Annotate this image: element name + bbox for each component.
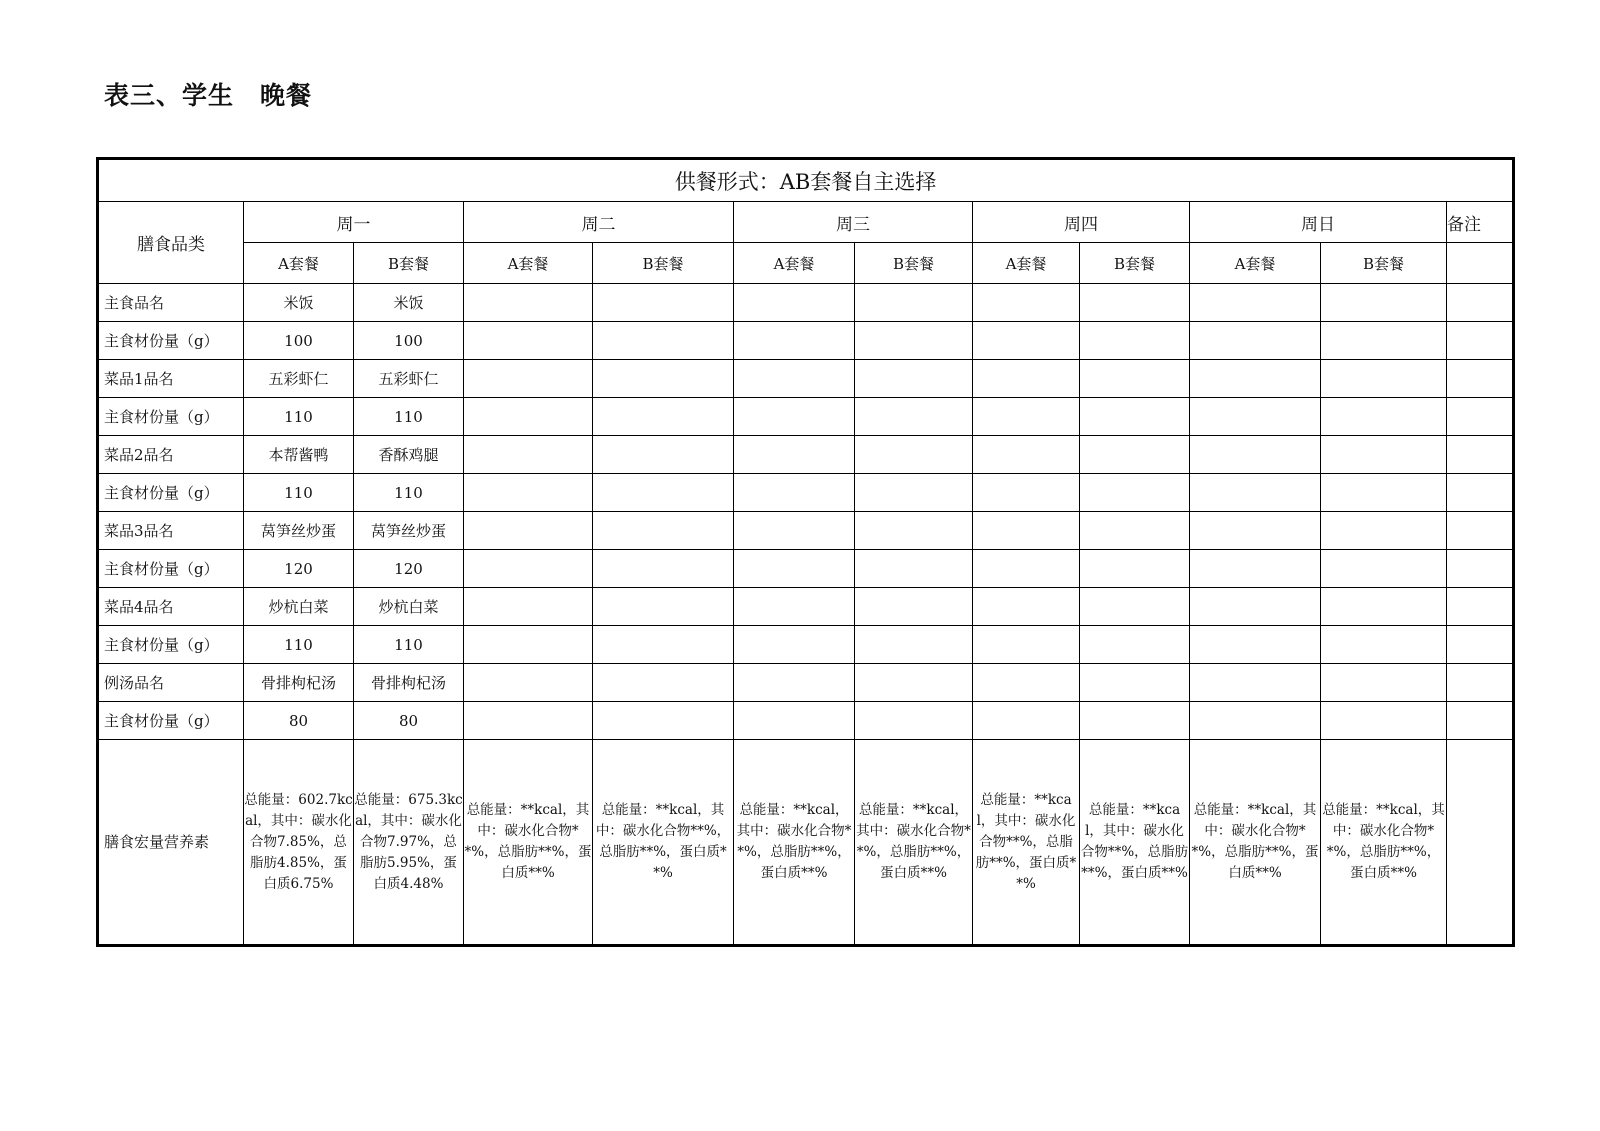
- day-header-wed: 周三: [734, 202, 973, 243]
- empty-cell: [1080, 398, 1190, 436]
- document-title: 表三、学生 晚餐: [104, 81, 313, 110]
- row-label: 例汤品名: [98, 664, 244, 702]
- category-header: 膳食品类: [98, 202, 244, 284]
- empty-cell: [593, 702, 734, 740]
- empty-cell: [855, 702, 973, 740]
- empty-cell: [1190, 588, 1321, 626]
- set-b-header: B套餐: [1321, 243, 1447, 284]
- empty-cell: [855, 474, 973, 512]
- item-qty-row: [98, 322, 1514, 360]
- empty-cell: [1447, 474, 1514, 512]
- empty-cell: [464, 512, 593, 550]
- empty-cell: [593, 322, 734, 360]
- set-b-dish: 莴笋丝炒蛋: [354, 512, 464, 550]
- empty-cell: [973, 360, 1080, 398]
- empty-cell: [734, 436, 855, 474]
- set-b-qty: 110: [354, 398, 464, 436]
- day-header-mon: 周一: [244, 202, 464, 243]
- empty-cell: [973, 550, 1080, 588]
- set-b-dish: 香酥鸡腿: [354, 436, 464, 474]
- empty-cell: [973, 512, 1080, 550]
- dinner-menu-table: [96, 157, 1515, 947]
- empty-cell: [593, 664, 734, 702]
- nutrition-cell: 总能量：602.7kcal，其中：碳水化合物7.85%，总脂肪4.85%，蛋白质6.75%: [244, 740, 354, 946]
- empty-cell: [1190, 360, 1321, 398]
- item-qty-row: [98, 702, 1514, 740]
- set-a-qty: 110: [244, 626, 354, 664]
- set-b-header: B套餐: [354, 243, 464, 284]
- empty-cell: [1080, 284, 1190, 322]
- empty-cell: [734, 284, 855, 322]
- set-a-dish: 米饭: [244, 284, 354, 322]
- set-a-dish: 骨排枸杞汤: [244, 664, 354, 702]
- empty-cell: [1321, 436, 1447, 474]
- row-label: 主食材份量（g）: [98, 702, 244, 740]
- set-a-header: A套餐: [464, 243, 593, 284]
- empty-cell: [973, 284, 1080, 322]
- empty-cell: [593, 512, 734, 550]
- empty-cell: [593, 360, 734, 398]
- nutrition-cell: 总能量：**kcal，其中：碳水化合物**%，总脂肪**%，蛋白质**%: [1080, 740, 1190, 946]
- item-qty-row: [98, 626, 1514, 664]
- set-b-dish: 米饭: [354, 284, 464, 322]
- empty-cell: [855, 588, 973, 626]
- item-name-row: [98, 512, 1514, 550]
- empty-cell: [1190, 626, 1321, 664]
- empty-cell: [1321, 284, 1447, 322]
- set-b-qty: 80: [354, 702, 464, 740]
- item-qty-row: [98, 550, 1514, 588]
- set-a-header: A套餐: [734, 243, 855, 284]
- item-name-row: [98, 360, 1514, 398]
- empty-cell: [593, 474, 734, 512]
- empty-cell: [1447, 360, 1514, 398]
- empty-cell: [1080, 360, 1190, 398]
- empty-cell: [1080, 436, 1190, 474]
- empty-cell: [1321, 588, 1447, 626]
- set-b-qty: 100: [354, 322, 464, 360]
- row-label: 菜品4品名: [98, 588, 244, 626]
- nutrition-cell: 总能量：675.3kcal，其中：碳水化合物7.97%，总脂肪5.95%，蛋白质4.48%: [354, 740, 464, 946]
- empty-cell: [734, 702, 855, 740]
- empty-cell: [464, 360, 593, 398]
- nutrition-cell: 总能量：**kcal，其中：碳水化合物**%，总脂肪**%，蛋白质**%: [855, 740, 973, 946]
- nutrition-cell: 总能量：**kcal，其中：碳水化合物**%，总脂肪**%，蛋白质**%: [464, 740, 593, 946]
- set-a-qty: 80: [244, 702, 354, 740]
- empty-cell: [1447, 702, 1514, 740]
- empty-cell: [464, 588, 593, 626]
- serving-form-header: 供餐形式：AB套餐自主选择: [98, 159, 1514, 202]
- empty-cell: [855, 436, 973, 474]
- set-a-qty: 110: [244, 398, 354, 436]
- empty-cell: [464, 626, 593, 664]
- row-label: 菜品1品名: [98, 360, 244, 398]
- empty-cell: [973, 398, 1080, 436]
- empty-cell: [734, 474, 855, 512]
- empty-cell: [1190, 284, 1321, 322]
- empty-cell: [855, 360, 973, 398]
- set-a-header: A套餐: [1190, 243, 1321, 284]
- empty-cell: [734, 550, 855, 588]
- empty-cell: [1321, 702, 1447, 740]
- empty-cell: [1447, 664, 1514, 702]
- empty-cell: [734, 322, 855, 360]
- row-label: 主食材份量（g）: [98, 398, 244, 436]
- nutrition-cell: 总能量：**kcal，其中：碳水化合物**%，总脂肪**%，蛋白质**%: [734, 740, 855, 946]
- empty-cell: [973, 664, 1080, 702]
- empty-cell: [1321, 474, 1447, 512]
- empty-cell: [1447, 322, 1514, 360]
- empty-cell: [593, 398, 734, 436]
- set-a-dish: 炒杭白菜: [244, 588, 354, 626]
- empty-cell: [1190, 702, 1321, 740]
- empty-cell: [734, 588, 855, 626]
- empty-cell: [464, 474, 593, 512]
- nutrition-label: 膳食宏量营养素: [98, 740, 244, 946]
- empty-cell: [973, 436, 1080, 474]
- empty-cell: [1080, 512, 1190, 550]
- empty-cell: [464, 284, 593, 322]
- row-label: 菜品2品名: [98, 436, 244, 474]
- empty-cell: [1080, 322, 1190, 360]
- set-b-dish: 五彩虾仁: [354, 360, 464, 398]
- set-a-dish: 本帮酱鸭: [244, 436, 354, 474]
- empty-cell: [1321, 512, 1447, 550]
- empty-cell: [1190, 322, 1321, 360]
- empty-cell: [734, 398, 855, 436]
- empty-cell: [1080, 664, 1190, 702]
- empty-cell: [593, 588, 734, 626]
- empty-cell: [1080, 550, 1190, 588]
- item-qty-row: [98, 474, 1514, 512]
- remarks-cell: [1447, 740, 1514, 946]
- nutrition-row: [98, 740, 1514, 946]
- empty-cell: [593, 550, 734, 588]
- empty-cell: [855, 398, 973, 436]
- set-a-header: A套餐: [973, 243, 1080, 284]
- empty-cell: [973, 626, 1080, 664]
- empty-cell: [1190, 664, 1321, 702]
- row-label: 主食材份量（g）: [98, 626, 244, 664]
- empty-cell: [1447, 588, 1514, 626]
- row-label: 主食材份量（g）: [98, 550, 244, 588]
- nutrition-cell: 总能量：**kcal，其中：碳水化合物**%，总脂肪**%，蛋白质**%: [593, 740, 734, 946]
- row-label: 主食品名: [98, 284, 244, 322]
- empty-cell: [1080, 626, 1190, 664]
- empty-cell: [855, 550, 973, 588]
- row-label: 主食材份量（g）: [98, 322, 244, 360]
- empty-cell: [1190, 398, 1321, 436]
- set-a-header: A套餐: [244, 243, 354, 284]
- item-name-row: [98, 436, 1514, 474]
- day-header-thu: 周四: [973, 202, 1190, 243]
- set-b-header: B套餐: [1080, 243, 1190, 284]
- set-b-dish: 炒杭白菜: [354, 588, 464, 626]
- empty-cell: [973, 322, 1080, 360]
- empty-cell: [1190, 436, 1321, 474]
- item-name-row: [98, 284, 1514, 322]
- empty-cell: [1080, 474, 1190, 512]
- set-a-qty: 120: [244, 550, 354, 588]
- set-b-dish: 骨排枸杞汤: [354, 664, 464, 702]
- empty-cell: [593, 626, 734, 664]
- empty-cell: [593, 284, 734, 322]
- set-a-dish: 莴笋丝炒蛋: [244, 512, 354, 550]
- empty-cell: [973, 588, 1080, 626]
- set-a-dish: 五彩虾仁: [244, 360, 354, 398]
- row-label: 主食材份量（g）: [98, 474, 244, 512]
- empty-cell: [855, 322, 973, 360]
- empty-cell: [1190, 550, 1321, 588]
- empty-cell: [973, 474, 1080, 512]
- set-b-header: B套餐: [593, 243, 734, 284]
- set-b-header: B套餐: [855, 243, 973, 284]
- empty-cell: [464, 702, 593, 740]
- set-b-qty: 120: [354, 550, 464, 588]
- day-header-sun: 周日: [1190, 202, 1447, 243]
- empty-cell: [1080, 702, 1190, 740]
- empty-cell: [593, 436, 734, 474]
- empty-cell: [1321, 626, 1447, 664]
- remarks-cell: [1447, 243, 1514, 284]
- item-name-row: [98, 664, 1514, 702]
- day-header-tue: 周二: [464, 202, 734, 243]
- empty-cell: [973, 702, 1080, 740]
- empty-cell: [734, 512, 855, 550]
- empty-cell: [1190, 512, 1321, 550]
- empty-cell: [464, 398, 593, 436]
- empty-cell: [1321, 360, 1447, 398]
- empty-cell: [1447, 512, 1514, 550]
- empty-cell: [1447, 626, 1514, 664]
- empty-cell: [464, 664, 593, 702]
- empty-cell: [1447, 398, 1514, 436]
- empty-cell: [464, 322, 593, 360]
- empty-cell: [734, 626, 855, 664]
- empty-cell: [1321, 550, 1447, 588]
- row-label: 菜品3品名: [98, 512, 244, 550]
- set-a-qty: 100: [244, 322, 354, 360]
- empty-cell: [1080, 588, 1190, 626]
- set-b-qty: 110: [354, 626, 464, 664]
- nutrition-cell: 总能量：**kcal，其中：碳水化合物**%，总脂肪**%，蛋白质**%: [1321, 740, 1447, 946]
- empty-cell: [1321, 322, 1447, 360]
- empty-cell: [1447, 284, 1514, 322]
- item-name-row: [98, 588, 1514, 626]
- empty-cell: [1447, 436, 1514, 474]
- set-a-qty: 110: [244, 474, 354, 512]
- remarks-header: 备注: [1447, 202, 1514, 243]
- empty-cell: [855, 626, 973, 664]
- empty-cell: [1321, 398, 1447, 436]
- empty-cell: [855, 284, 973, 322]
- nutrition-cell: 总能量：**kcal，其中：碳水化合物**%，总脂肪**%，蛋白质**%: [973, 740, 1080, 946]
- empty-cell: [1447, 550, 1514, 588]
- empty-cell: [464, 550, 593, 588]
- item-qty-row: [98, 398, 1514, 436]
- nutrition-cell: 总能量：**kcal，其中：碳水化合物**%，总脂肪**%，蛋白质**%: [1190, 740, 1321, 946]
- empty-cell: [464, 436, 593, 474]
- empty-cell: [855, 512, 973, 550]
- empty-cell: [734, 664, 855, 702]
- empty-cell: [1190, 474, 1321, 512]
- empty-cell: [734, 360, 855, 398]
- empty-cell: [1321, 664, 1447, 702]
- set-b-qty: 110: [354, 474, 464, 512]
- empty-cell: [855, 664, 973, 702]
